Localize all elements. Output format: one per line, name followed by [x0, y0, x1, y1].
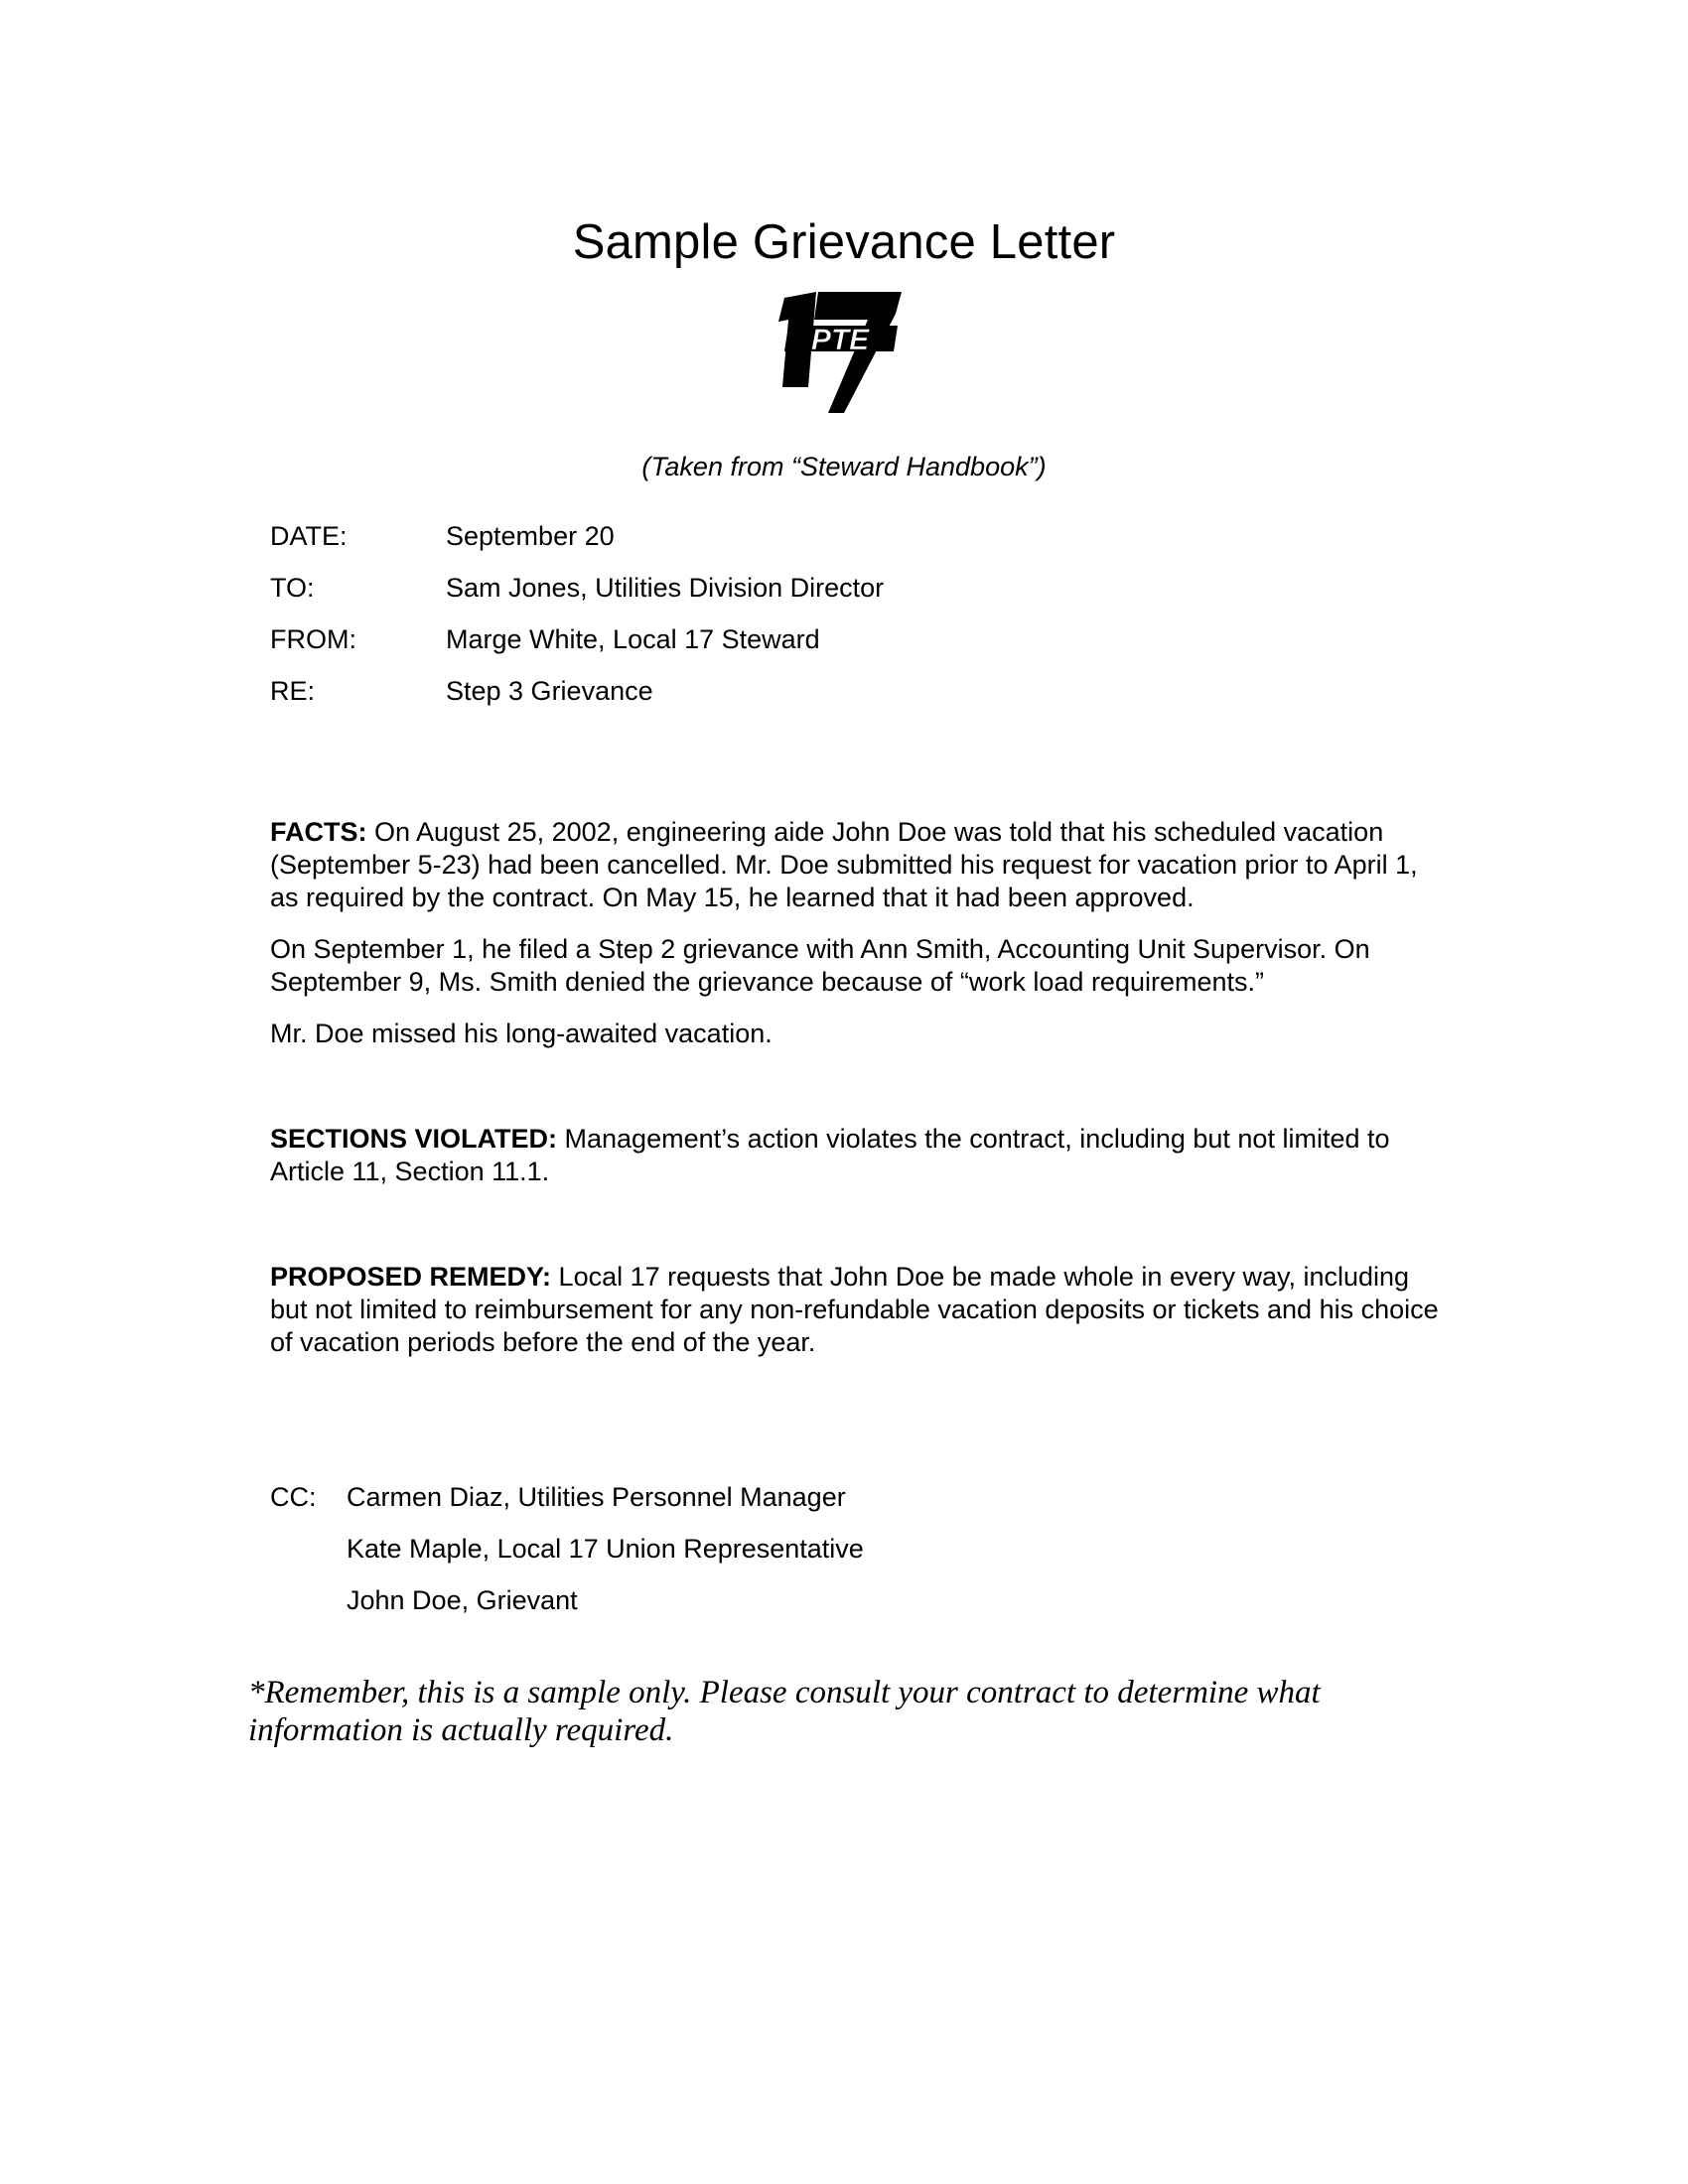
cc-recipient: Carmen Diaz, Utilities Personnel Manager	[347, 1482, 846, 1512]
sections-violated-heading: SECTIONS VIOLATED:	[270, 1124, 558, 1154]
source-note: (Taken from “Steward Handbook”)	[641, 452, 1047, 481]
cc-recipient: John Doe, Grievant	[347, 1585, 578, 1615]
cc-recipient-list	[347, 1482, 864, 1637]
cc-label: CC:	[270, 1482, 317, 1512]
sections-violated-text: Management’s action violates the contract, including but not limited to Article 11, Section 11.1.	[270, 1124, 1390, 1186]
pte-17-logo	[774, 290, 906, 415]
from-value: Marge White, Local 17 Steward	[446, 624, 820, 654]
re-label: RE:	[270, 676, 316, 706]
proposed-remedy-heading: PROPOSED REMEDY:	[270, 1262, 552, 1292]
to-label: TO:	[270, 573, 315, 603]
date-label: DATE:	[270, 521, 348, 551]
facts-paragraph	[270, 816, 1442, 914]
logo-pte-text: PTE	[810, 324, 870, 356]
facts-paragraph-3: Mr. Doe missed his long-awaited vacation.	[270, 1019, 773, 1048]
date-value: September 20	[446, 521, 615, 551]
facts-heading: FACTS:	[270, 817, 367, 847]
facts-paragraph-2: On September 1, he filed a Step 2 grievance with Ann Smith, Accounting Unit Supervisor. On September 9, Ms. Smith denied the grievance because of “work load requirements.”	[270, 934, 1370, 997]
sample-reminder-note: *Remember, this is a sample only. Please consult your contract to determine what information is actually required.	[248, 1675, 1321, 1748]
document-title: Sample Grievance Letter	[572, 215, 1116, 269]
sections-violated-paragraph	[270, 1123, 1442, 1188]
proposed-remedy-text: Local 17 requests that John Doe be made whole in every way, including but not limited to reimbursement for any non-refundable vacation deposits or tickets and his choice of vacation periods before the end of the year.	[270, 1262, 1439, 1357]
from-label: FROM:	[270, 624, 356, 654]
facts-text: On August 25, 2002, engineering aide John Doe was told that his scheduled vacation (September 5-23) had been cancelled. Mr. Doe submitted his request for vacation prior to April 1, as required by the contract. On May 15, he learned that it had been approved.	[270, 817, 1418, 912]
proposed-remedy-paragraph	[270, 1261, 1442, 1359]
to-value: Sam Jones, Utilities Division Director	[446, 573, 885, 603]
re-value: Step 3 Grievance	[446, 676, 653, 706]
cc-recipient: Kate Maple, Local 17 Union Representative	[347, 1534, 864, 1564]
